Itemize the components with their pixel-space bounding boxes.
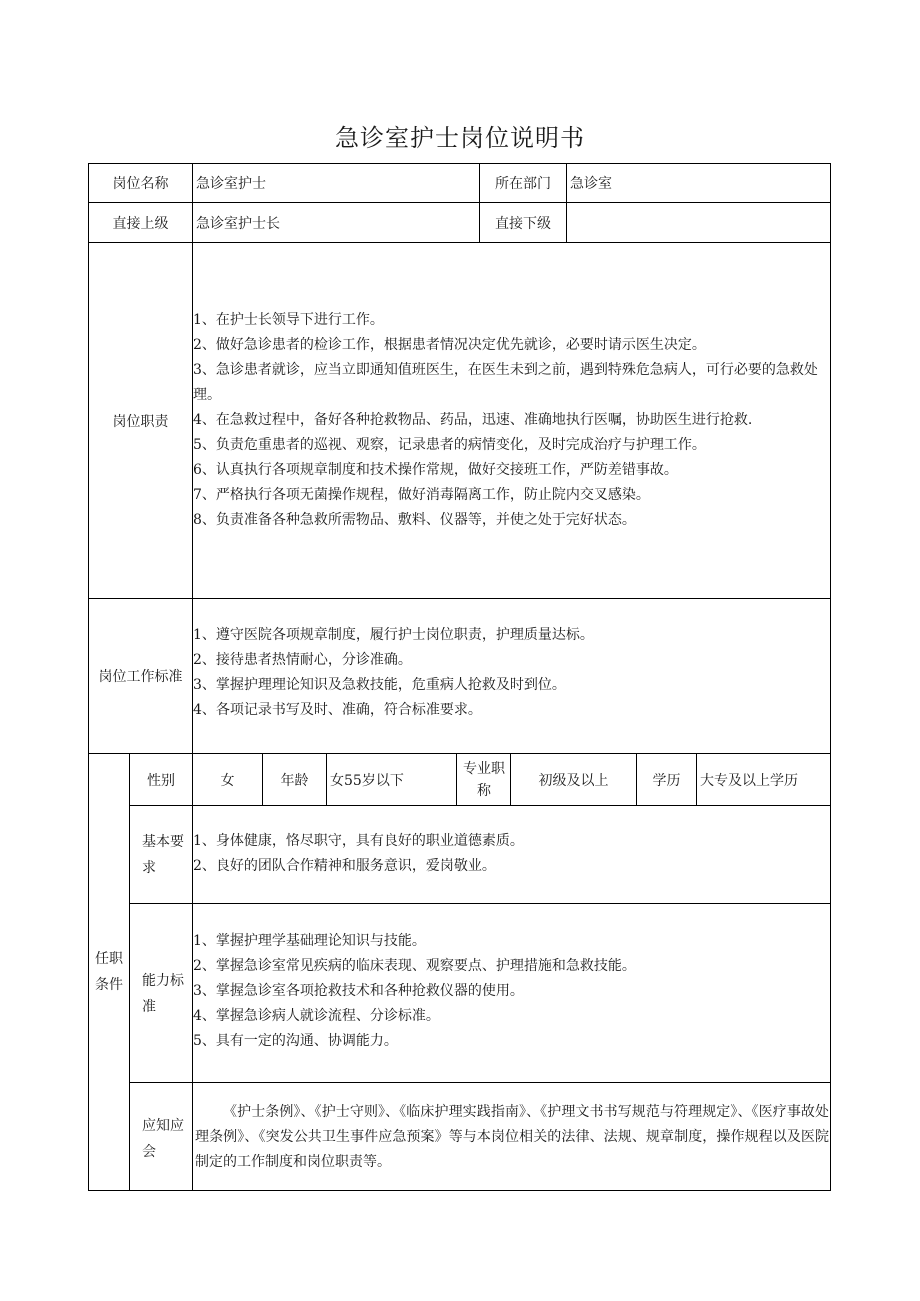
duty-item: 8、负责准备各种急救所需物品、敷料、仪器等，并使之处于完好状态。: [193, 512, 636, 528]
standard-item: 4、各项记录书写及时、准确，符合标准要求。: [193, 702, 482, 718]
standards-label: 岗位工作标准: [98, 669, 183, 685]
duty-item: 3、急诊患者就诊，应当立即通知值班医生，在医生未到之前，遇到特殊危急病人，可行必要的急救处理。: [193, 362, 818, 403]
row-divider: [129, 903, 831, 904]
direct-subordinate-label: 直接下级: [495, 215, 551, 232]
department-value: 急诊室: [570, 176, 612, 192]
duty-item: 2、做好急诊患者的检诊工作，根据患者情况决定优先就诊，必要时请示医生决定。: [193, 337, 706, 353]
col-divider: [129, 753, 130, 1191]
basic-requirements-label: 基本要求: [142, 834, 184, 876]
standard-item: 3、掌握护理理论知识及急救技能，危重病人抢救及时到位。: [193, 677, 566, 693]
qualifications-label: 任职条件: [95, 951, 123, 993]
position-name-value: 急诊室护士: [196, 176, 266, 192]
row-divider: [88, 242, 831, 243]
gender-label: 性别: [147, 772, 175, 789]
ability-item: 4、掌握急诊病人就诊流程、分诊标准。: [193, 1008, 440, 1024]
title-label: 专业职称: [463, 760, 505, 799]
row-divider: [88, 598, 831, 599]
duty-item: 5、负责危重患者的巡视、观察，记录患者的病情变化，及时完成治疗与护理工作。: [193, 437, 706, 453]
duty-item: 6、认真执行各项规章制度和技术操作常规，做好交接班工作，严防差错事故。: [193, 462, 678, 478]
knowledge-label: 应知应会: [142, 1118, 184, 1160]
education-label: 学历: [652, 772, 681, 789]
duty-item: 4、在急救过程中，备好各种抢救物品、药品，迅速、准确地执行医嘱，协助医生进行抢救.: [193, 412, 753, 428]
direct-superior-value: 急诊室护士长: [196, 215, 280, 232]
duty-item: 1、在护士长领导下进行工作。: [193, 312, 384, 328]
ability-item: 5、具有一定的沟通、协调能力。: [193, 1033, 398, 1049]
ability-standards-list: [193, 929, 829, 1054]
ability-item: 1、掌握护理学基础理论知识与技能。: [193, 933, 426, 949]
age-label: 年龄: [280, 772, 309, 789]
ability-standards-label: 能力标准: [142, 973, 184, 1015]
basic-requirements-list: [193, 829, 829, 879]
row-divider: [129, 805, 831, 806]
title-value: 初级及以上: [538, 772, 609, 789]
position-name-label: 岗位名称: [112, 176, 169, 192]
standard-item: 1、遵守医院各项规章制度，履行护士岗位职责，护理质量达标。: [193, 627, 594, 643]
direct-subordinate-value: [567, 203, 830, 242]
standards-list: [193, 623, 829, 723]
department-label: 所在部门: [495, 176, 551, 192]
knowledge-text: 《护士条例》、《护士守则》、《临床护理实践指南》、《护理文书书写规范与符理规定》、《医疗事故处理条例》、《突发公共卫生事件应急预案》等与本岗位相关的法律、法规、规章制度，操作规程以及医院制定的工作制度和岗位职责等。: [195, 1104, 829, 1170]
duty-item: 7、严格执行各项无菌操作规程，做好消毒隔离工作，防止院内交叉感染。: [193, 487, 650, 503]
duties-list: [193, 308, 829, 533]
duties-label: 岗位职责: [112, 413, 169, 430]
basic-item: 1、身体健康，恪尽职守，具有良好的职业道德素质。: [193, 833, 524, 849]
row-divider: [129, 1082, 831, 1083]
direct-superior-label: 直接上级: [112, 215, 169, 232]
basic-item: 2、良好的团队合作精神和服务意识，爱岗敬业。: [193, 858, 496, 874]
standard-item: 2、接待患者热情耐心，分诊准确。: [193, 652, 412, 668]
age-value: 女55岁以下: [330, 772, 404, 789]
ability-item: 3、掌握急诊室各项抢救技术和各种抢救仪器的使用。: [193, 983, 524, 999]
gender-value: 女: [220, 772, 235, 789]
page-title: 急诊室护士岗位说明书: [335, 124, 585, 152]
education-value: 大专及以上学历: [700, 772, 798, 789]
col-divider: [456, 753, 457, 805]
ability-item: 2、掌握急诊室常见疾病的临床表现、观察要点、护理措施和急救技能。: [193, 958, 636, 974]
